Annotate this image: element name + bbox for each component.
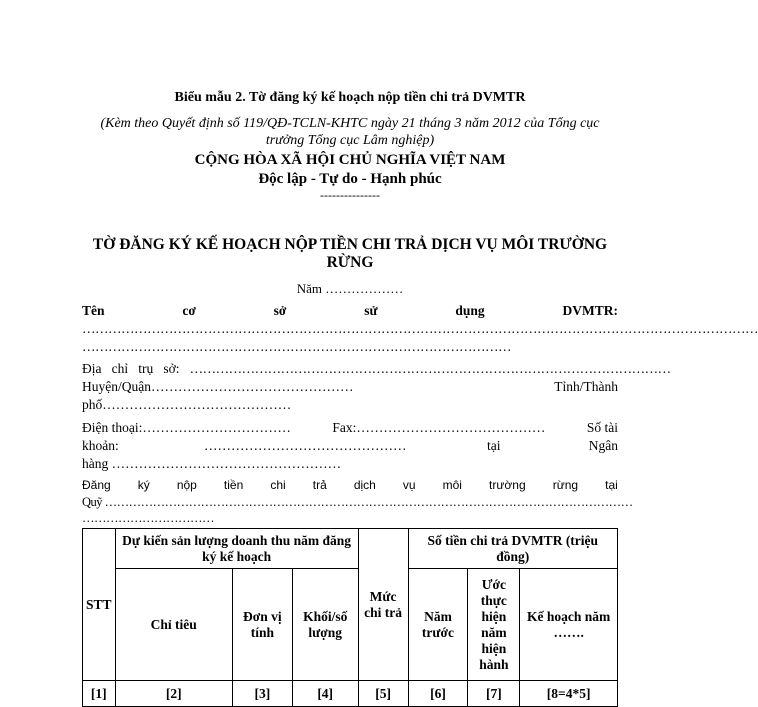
address-line	[82, 361, 671, 377]
header-estimate: Ước thực hiện năm hiện hành	[468, 569, 520, 681]
fund-field-2: ……………………………	[82, 511, 214, 525]
org-name-label	[82, 303, 618, 319]
header-indicator: Chỉ tiêu	[115, 569, 232, 681]
header-rate: Mức chi trả	[358, 529, 408, 681]
account-label-2: khoản:	[82, 438, 119, 453]
header-plan: Kế hoạch năm …….	[520, 569, 618, 681]
word: chỉ	[111, 361, 129, 376]
index-cell: [6]	[408, 681, 468, 707]
header-quantity: Khối/số lượng	[292, 569, 358, 681]
account-field: ………………………………………	[204, 438, 407, 453]
decision-note: (Kèm theo Quyết định số 119/QĐ-TCLN-KHTC ngày 21 tháng 3 năm 2012 của Tổng cục trưởng Tổng cục Lâm nghiệp)	[100, 116, 600, 148]
province-label: Tỉnh/Thành	[554, 379, 618, 394]
word: Địa	[82, 361, 102, 376]
plan-table	[82, 528, 618, 707]
word: dịch	[353, 478, 376, 492]
word: dụng	[455, 303, 485, 318]
word: sử	[364, 303, 378, 318]
word: sở	[273, 303, 287, 318]
index-cell: [3]	[232, 681, 292, 707]
phone-field: Điện thoại:……………………………	[82, 420, 291, 435]
word: môi	[442, 478, 462, 492]
word: trụ	[138, 361, 154, 376]
word: sở:	[163, 361, 180, 376]
index-cell: [5]	[358, 681, 408, 707]
phone-fax-line	[82, 420, 618, 436]
header-group-revenue: Dự kiến sản lượng doanh thu năm đăng ký kế hoạch	[115, 529, 358, 569]
index-cell: [1]	[83, 681, 116, 707]
account-line	[82, 438, 618, 454]
at-label: tại	[487, 438, 501, 453]
header-separator: ---------------	[320, 188, 380, 202]
word: tại	[605, 478, 618, 492]
nation-name: CỘNG HÒA XÃ HỘI CHỦ NGHĨA VIỆT NAM	[194, 152, 506, 168]
word: trường	[489, 478, 526, 492]
word: ký	[137, 478, 150, 492]
bank-field: hàng ……………………………………………	[82, 456, 342, 471]
register-line	[82, 478, 618, 492]
header-stt: STT	[83, 529, 116, 681]
index-cell: [8=4*5]	[520, 681, 618, 707]
header-unit: Đơn vị tính	[232, 569, 292, 681]
index-cell: [2]	[115, 681, 232, 707]
org-name-field-1: …………………………………………………………………………………………………………………………………………	[82, 321, 758, 336]
word: rừng	[552, 478, 579, 492]
word: chi	[270, 478, 286, 492]
account-label: Số tài	[586, 420, 618, 435]
index-cell: [4]	[292, 681, 358, 707]
word: trả	[312, 478, 327, 492]
index-cell: [7]	[468, 681, 520, 707]
district-line	[82, 379, 618, 395]
year-line: Năm ………………	[296, 281, 404, 296]
address-field: …………………………………………………………………………………………………	[189, 361, 671, 376]
district-field: Huyện/Quận………………………………………	[82, 379, 354, 394]
fax-field: Fax:……………………………………	[332, 420, 546, 435]
city-field: phố……………………………………	[82, 397, 292, 412]
word: Tên	[82, 303, 105, 318]
word: cơ	[182, 303, 196, 318]
motto: Độc lập - Tự do - Hạnh phúc	[258, 171, 442, 187]
bank-label: Ngân	[588, 438, 618, 453]
document-title: TỜ ĐĂNG KÝ KẾ HOẠCH NỘP TIỀN CHI TRẢ DỊCH VỤ MÔI TRƯỜNG RỪNG	[92, 236, 608, 271]
form-title: Biểu mẫu 2. Tờ đăng ký kế hoạch nộp tiền chi trả DVMTR	[174, 90, 526, 105]
word: nộp	[176, 478, 197, 492]
word: vụ	[402, 478, 416, 492]
word: tiền	[223, 478, 244, 492]
header-last-year: Năm trước	[408, 569, 468, 681]
org-name-field-2: ………………………………………………………………………………………	[82, 339, 511, 354]
header-group-payment: Số tiền chi trả DVMTR (triệu đồng)	[408, 529, 617, 569]
word: Đăng	[82, 478, 111, 492]
word: DVMTR:	[562, 303, 618, 318]
fund-field: Quỹ ……………………………………………………………………………………………………………………	[82, 495, 633, 509]
